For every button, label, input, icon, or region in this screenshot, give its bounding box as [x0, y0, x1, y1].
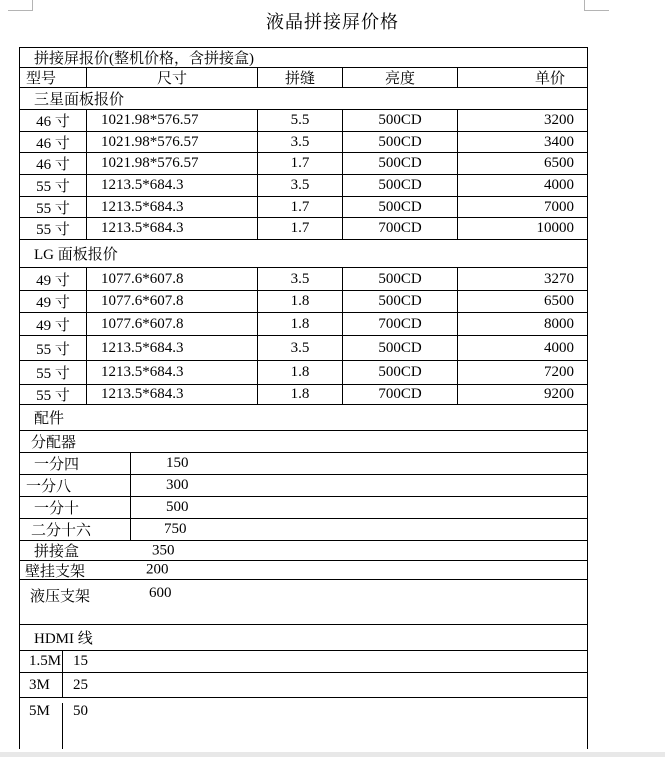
brightness-cell: 500CD [343, 291, 458, 312]
size-cell: 1213.5*684.3 [87, 175, 258, 196]
model-cell: 55 寸 [20, 197, 87, 217]
price-cell: 9200 [544, 386, 574, 402]
brightness-cell: 700CD [343, 385, 458, 404]
model-cell: 55 寸 [20, 336, 87, 360]
brightness-cell: 700CD [343, 313, 458, 335]
size-cell: 1077.6*607.8 [87, 313, 258, 335]
size-cell: 1213.5*684.3 [87, 385, 258, 404]
table-row [20, 475, 587, 497]
seam-cell: 3.5 [258, 175, 343, 196]
accessory-label-cell: 一分八 [20, 475, 131, 496]
brightness-cell: 700CD [343, 218, 458, 239]
section-header-samsung [20, 88, 587, 110]
brightness-cell: 500CD [343, 175, 458, 196]
seam-cell: 1.8 [258, 291, 343, 312]
table-row [20, 268, 587, 291]
section-title: HDMI 线 [34, 631, 93, 647]
column-header-row [20, 68, 587, 88]
brightness-cell: 500CD [343, 197, 458, 217]
price-cell: 4000 [544, 339, 574, 356]
table-row [20, 580, 587, 625]
seam-cell: 1.8 [258, 313, 343, 335]
section-header-lg [20, 240, 587, 268]
table-row [20, 385, 587, 405]
section-title: 配件 [34, 411, 65, 427]
page-bottom-edge [0, 752, 665, 757]
size-cell: 1213.5*684.3 [87, 218, 258, 239]
section-title: LG 面板报价 [34, 247, 118, 263]
brightness-cell: 500CD [343, 268, 458, 290]
model-cell: 55 寸 [20, 218, 87, 239]
price-cell: 3400 [544, 133, 574, 150]
cable-length-cell: 5M [20, 703, 63, 749]
model-cell: 55 寸 [20, 385, 87, 404]
price-table [19, 47, 588, 749]
accessory-price-cell: 300 [166, 477, 189, 493]
price-cell: 6500 [544, 293, 574, 309]
cable-length-cell: 1.5M [20, 651, 63, 672]
size-cell: 1021.98*576.57 [87, 132, 258, 152]
table-row [20, 175, 587, 197]
model-cell: 46 寸 [20, 153, 87, 174]
price-cell: 7000 [544, 198, 574, 215]
accessory-price: 200 [146, 561, 169, 578]
table-row [20, 673, 587, 698]
accessory-price-cell: 150 [166, 455, 189, 471]
table-row [20, 197, 587, 218]
seam-cell: 1.7 [258, 218, 343, 239]
model-cell: 46 寸 [20, 132, 87, 152]
column-header-model: 型号 [20, 68, 87, 87]
accessory-label: 壁挂支架 [25, 563, 86, 580]
table-row [20, 291, 587, 313]
cable-price-cell: 25 [73, 676, 88, 693]
model-cell: 49 寸 [20, 291, 87, 312]
table-row [20, 218, 587, 240]
brightness-cell: 500CD [343, 336, 458, 360]
column-header-price: 单价 [534, 71, 565, 87]
size-cell: 1077.6*607.8 [87, 268, 258, 290]
price-cell: 7200 [544, 364, 574, 380]
table-row [20, 336, 587, 361]
accessory-label-cell: 一分十 [20, 497, 131, 518]
price-cell: 10000 [536, 220, 574, 236]
column-header-seam: 拼缝 [258, 68, 343, 87]
price-cell: 4000 [544, 177, 574, 193]
price-cell: 3200 [544, 112, 574, 128]
table-row [20, 698, 587, 749]
price-cell: 8000 [544, 315, 574, 332]
seam-cell: 1.8 [258, 385, 343, 404]
brightness-cell: 500CD [343, 153, 458, 174]
size-cell: 1021.98*576.57 [87, 153, 258, 174]
accessory-price: 350 [152, 542, 175, 558]
section-title: 三星面板报价 [34, 92, 125, 108]
accessory-price-cell: 500 [166, 499, 189, 515]
model-cell: 55 寸 [20, 175, 87, 196]
accessory-price: 600 [149, 585, 172, 601]
table-row [20, 453, 587, 475]
brightness-cell: 500CD [343, 361, 458, 384]
seam-cell: 3.5 [258, 268, 343, 290]
cable-length-cell: 3M [20, 673, 63, 697]
model-cell: 49 寸 [20, 268, 87, 290]
table-row [20, 497, 587, 519]
size-cell: 1021.98*576.57 [87, 110, 258, 131]
table-row [20, 561, 587, 580]
size-cell: 1213.5*684.3 [87, 361, 258, 384]
seam-cell: 1.8 [258, 361, 343, 384]
section-title: 分配器 [31, 435, 77, 451]
accessory-price-cell: 750 [164, 521, 187, 537]
section-header-hdmi [20, 625, 587, 651]
model-cell: 46 寸 [20, 110, 87, 131]
table-row [20, 361, 587, 385]
document-title: 液晶拼接屏价格 [266, 12, 399, 32]
size-cell: 1213.5*684.3 [87, 197, 258, 217]
size-cell: 1213.5*684.3 [87, 336, 258, 360]
price-cell: 6500 [544, 155, 574, 171]
table-row [20, 153, 587, 175]
model-cell: 55 寸 [20, 361, 87, 384]
accessory-label: 拼接盒 [34, 544, 80, 560]
cable-price-cell: 15 [73, 653, 88, 669]
column-header-size: 尺寸 [87, 68, 258, 87]
table-caption: 拼接屏报价(整机价格，含拼接盒) [34, 51, 254, 67]
seam-cell: 3.5 [258, 336, 343, 360]
brightness-cell: 500CD [343, 132, 458, 152]
table-row [20, 519, 587, 541]
price-cell: 3270 [544, 270, 574, 287]
table-row [20, 132, 587, 153]
cable-price-cell: 50 [73, 703, 88, 719]
accessory-label-cell: 一分四 [20, 453, 131, 474]
size-cell: 1077.6*607.8 [87, 291, 258, 312]
section-header-distributor [20, 431, 587, 453]
accessory-label-cell: 二分十六 [20, 519, 131, 540]
seam-cell: 1.7 [258, 153, 343, 174]
section-header-accessories [20, 405, 587, 431]
table-caption-row [20, 48, 587, 68]
model-cell: 49 寸 [20, 313, 87, 335]
accessory-label: 液压支架 [30, 589, 91, 605]
seam-cell: 3.5 [258, 132, 343, 152]
column-header-brightness: 亮度 [343, 68, 458, 87]
table-row [20, 651, 587, 673]
seam-cell: 1.7 [258, 197, 343, 217]
table-row [20, 110, 587, 132]
seam-cell: 5.5 [258, 110, 343, 131]
table-row [20, 313, 587, 336]
brightness-cell: 500CD [343, 110, 458, 131]
table-row [20, 541, 587, 561]
